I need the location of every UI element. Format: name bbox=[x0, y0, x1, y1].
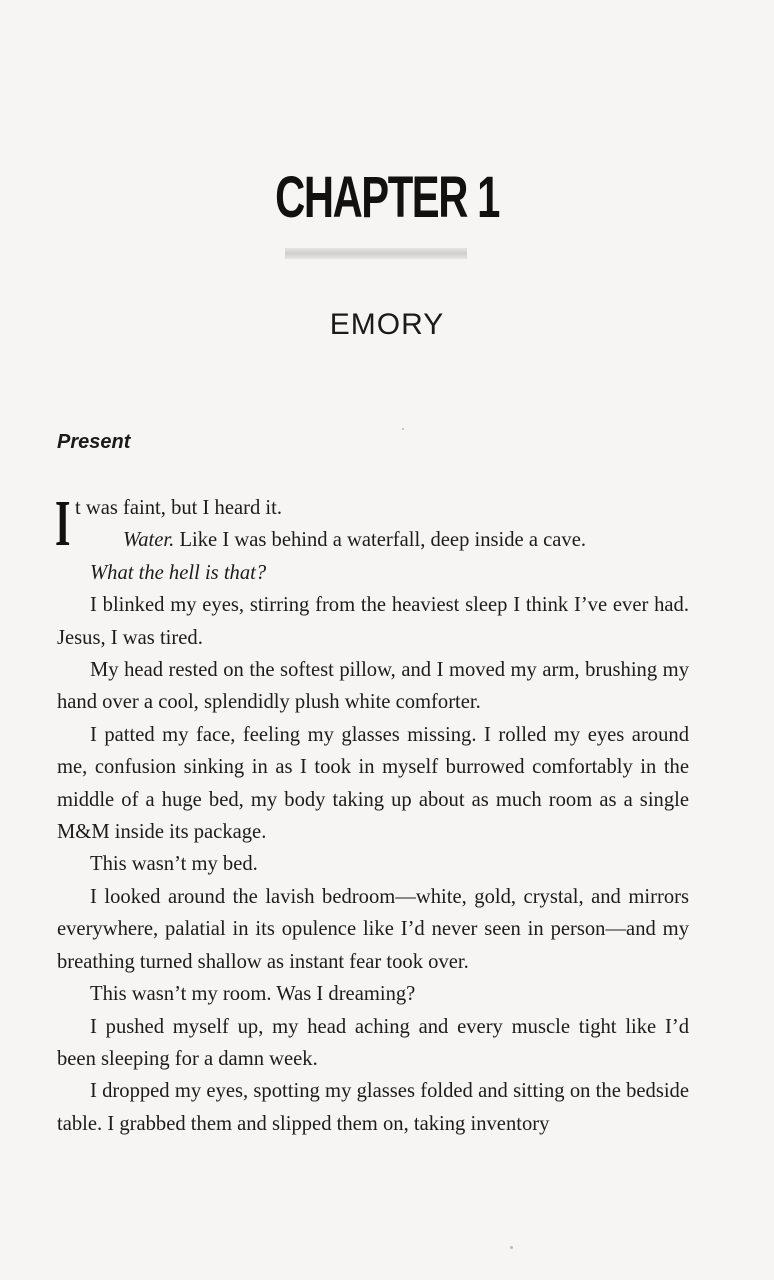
paragraph bbox=[57, 557, 689, 589]
drop-cap: I bbox=[55, 487, 71, 560]
paper-speck bbox=[510, 1246, 513, 1249]
pov-character-name: EMORY bbox=[329, 308, 445, 341]
paragraph: I blinked my eyes, stirring from the heaviest sleep I think I’ve ever had. Jesus, I was tired. bbox=[57, 594, 689, 649]
paragraph: I looked around the lavish bedroom—white, gold, crystal, and mirrors everywhere, palatial in its opulence like I’d never seen in person—and my breathing turned shallow as instant fear took over. bbox=[57, 885, 689, 973]
paragraph: I pushed myself up, my head aching and every muscle tight like I’d been sleeping for a damn week. bbox=[57, 1015, 689, 1070]
paragraph-text: t was faint, but I heard it. bbox=[75, 497, 283, 519]
paragraph: My head rested on the softest pillow, and I moved my arm, brushing my hand over a cool, splendidly plush white comforter. bbox=[57, 659, 689, 714]
paragraph: I patted my face, feeling my glasses missing. I rolled my eyes around me, confusion sinking in as I took in myself burrowed comfortably in the middle of a huge bed, my body taking up about as much room as a single M&M inside its package. bbox=[57, 723, 689, 844]
italic-text: What the hell is that? bbox=[90, 561, 267, 584]
paragraph: This wasn’t my room. Was I dreaming? bbox=[90, 983, 416, 1006]
italic-text: Water. bbox=[123, 529, 175, 552]
chapter-title: CHAPTER 1 bbox=[275, 165, 499, 230]
title-divider bbox=[285, 248, 467, 259]
paragraph bbox=[57, 524, 689, 556]
section-label: Present bbox=[57, 431, 131, 453]
paragraph: I dropped my eyes, spotting my glasses folded and sitting on the bedside table. I grabbed them and slipped them on, taking inventory bbox=[57, 1080, 689, 1135]
paper-speck bbox=[402, 428, 404, 430]
paragraph: This wasn’t my bed. bbox=[90, 853, 258, 876]
chapter-body bbox=[55, 487, 689, 1140]
paragraph-text: Like I was behind a waterfall, deep inside a cave. bbox=[174, 529, 587, 552]
